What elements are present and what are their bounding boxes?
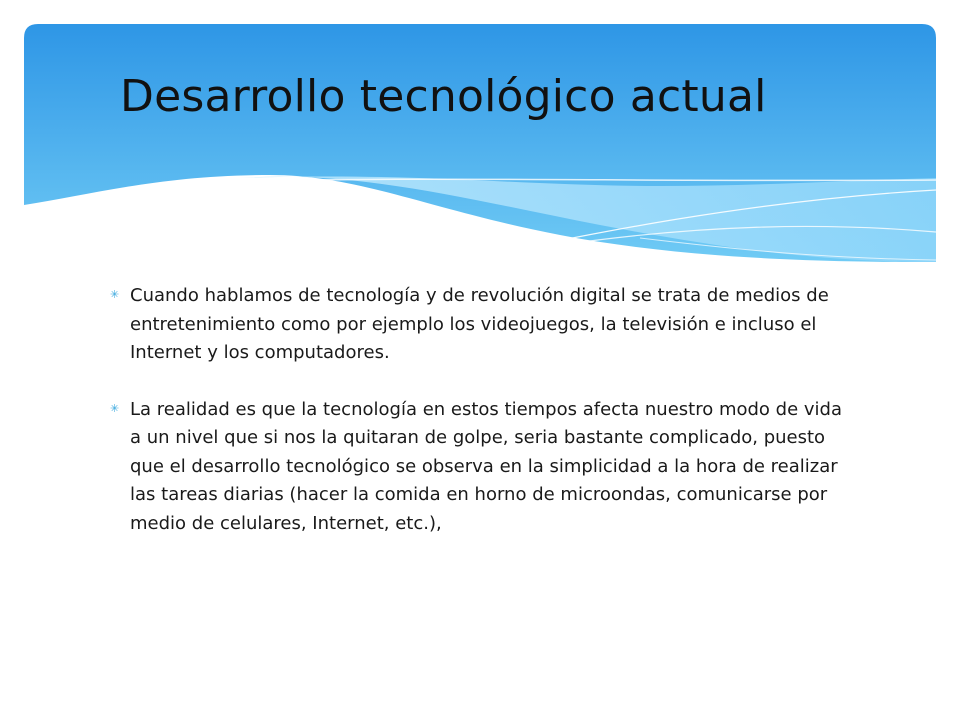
bullet-list bbox=[110, 282, 850, 566]
bullet-text-2: La realidad es que la tecnología en estos tiempos afecta nuestro modo de vida a un nivel que si nos la quitaran de golpe, seria bastante complicado, puesto que el desarrollo tecnológico se observa en la simplicidad a la hora de realizar las tareas diarias (hacer la comida en horno de microondas, comunicarse por medio de celulares, Internet, etc.), bbox=[130, 398, 842, 534]
slide-title: Desarrollo tecnológico actual bbox=[120, 71, 767, 122]
asterisk-bullet-icon: ✳ bbox=[110, 288, 120, 301]
bullet-item-2 bbox=[110, 396, 850, 539]
header-banner bbox=[0, 0, 960, 300]
bullet-text-1: Cuando hablamos de tecnología y de revolución digital se trata de medios de entretenimiento como por ejemplo los videojuegos, la televisión e incluso el Internet y los computadores. bbox=[130, 285, 829, 363]
header-wave bbox=[240, 177, 936, 262]
bullet-item-1 bbox=[110, 282, 850, 368]
asterisk-bullet-icon: ✳ bbox=[110, 401, 120, 415]
